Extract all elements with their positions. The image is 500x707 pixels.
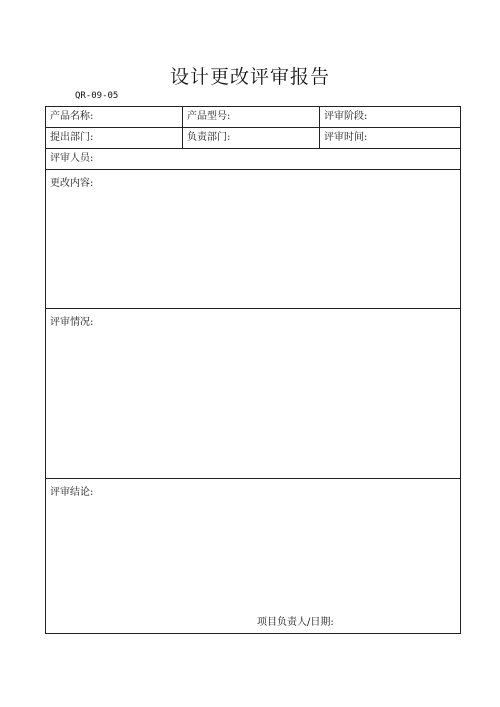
- review-conclusion-label: 评审结论:: [50, 487, 94, 498]
- proposing-dept-label: 提出部门:: [50, 132, 94, 143]
- reviewers-row[interactable]: [46, 149, 460, 170]
- responsible-dept-field[interactable]: [183, 128, 320, 148]
- proposing-dept-field[interactable]: [46, 128, 183, 148]
- reviewers-field[interactable]: [46, 149, 460, 169]
- change-content-block[interactable]: [46, 170, 460, 309]
- product-model-label: 产品型号:: [187, 111, 231, 122]
- reviewers-label: 评审人员:: [50, 153, 94, 164]
- form-row-product: [46, 107, 460, 128]
- responsible-dept-label: 负责部门:: [187, 132, 231, 143]
- change-content-label: 更改内容:: [50, 178, 94, 189]
- review-stage-label: 评审阶段:: [324, 111, 368, 122]
- product-model-field[interactable]: [183, 107, 320, 127]
- review-status-block[interactable]: [46, 309, 460, 479]
- document-code: QR-09-05: [75, 91, 119, 101]
- review-conclusion-block[interactable]: [46, 479, 460, 633]
- product-name-label: 产品名称:: [50, 111, 94, 122]
- project-leader-date-label: 项目负责人/日期:: [257, 617, 334, 628]
- review-time-label: 评审时间:: [324, 132, 368, 143]
- form-row-department: [46, 128, 460, 149]
- product-name-field[interactable]: [46, 107, 183, 127]
- page-title: 设计更改评审报告: [169, 66, 330, 88]
- review-stage-field[interactable]: [320, 107, 460, 127]
- review-status-label: 评审情况:: [50, 317, 94, 328]
- review-time-field[interactable]: [320, 128, 460, 148]
- review-form: [45, 106, 461, 634]
